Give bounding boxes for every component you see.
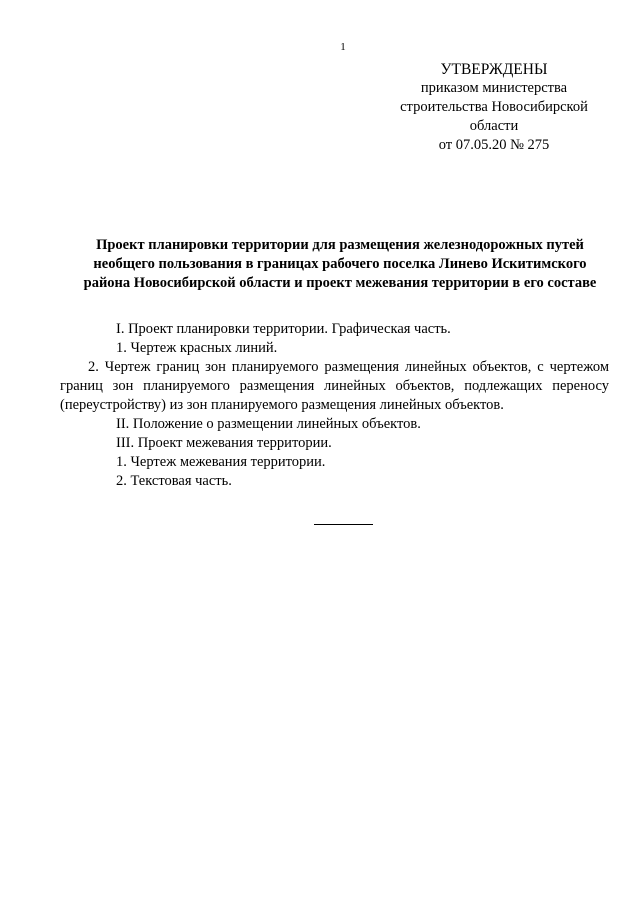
approval-date-number: от 07.05.20 № 275 bbox=[438, 137, 550, 153]
approval-line: области bbox=[469, 118, 519, 134]
approval-line: строительства Новосибирской bbox=[400, 99, 588, 115]
approval-block bbox=[372, 60, 616, 155]
contents-item: 2. Чертеж границ зон планируемого размещения линейных объектов, с чертежом границ зон планируемого размещения линейных объектов, подлежащих переносу (переустройству) из зон планируемого размещения линейных объектов. bbox=[60, 359, 609, 413]
approval-title: УТВЕРЖДЕНЫ bbox=[440, 61, 548, 78]
contents-item: I. Проект планировки территории. Графическая часть. bbox=[116, 321, 451, 337]
contents-list bbox=[60, 320, 609, 491]
contents-item: III. Проект межевания территории. bbox=[116, 435, 332, 451]
page-number: 1 bbox=[340, 41, 346, 53]
approval-line: приказом министерства bbox=[420, 80, 568, 96]
contents-item: 2. Текстовая часть. bbox=[116, 473, 232, 489]
contents-item: 1. Чертеж красных линий. bbox=[116, 340, 278, 356]
document-title: Проект планировки территории для размещения железнодорожных путей необщего пользования в границах рабочего поселка Линево Искитимского района Новосибирской области и проект межевания территории в его составе bbox=[83, 237, 597, 291]
contents-item: 1. Чертеж межевания территории. bbox=[116, 454, 326, 470]
contents-item: II. Положение о размещении линейных объектов. bbox=[116, 416, 421, 432]
separator-line bbox=[314, 524, 373, 525]
